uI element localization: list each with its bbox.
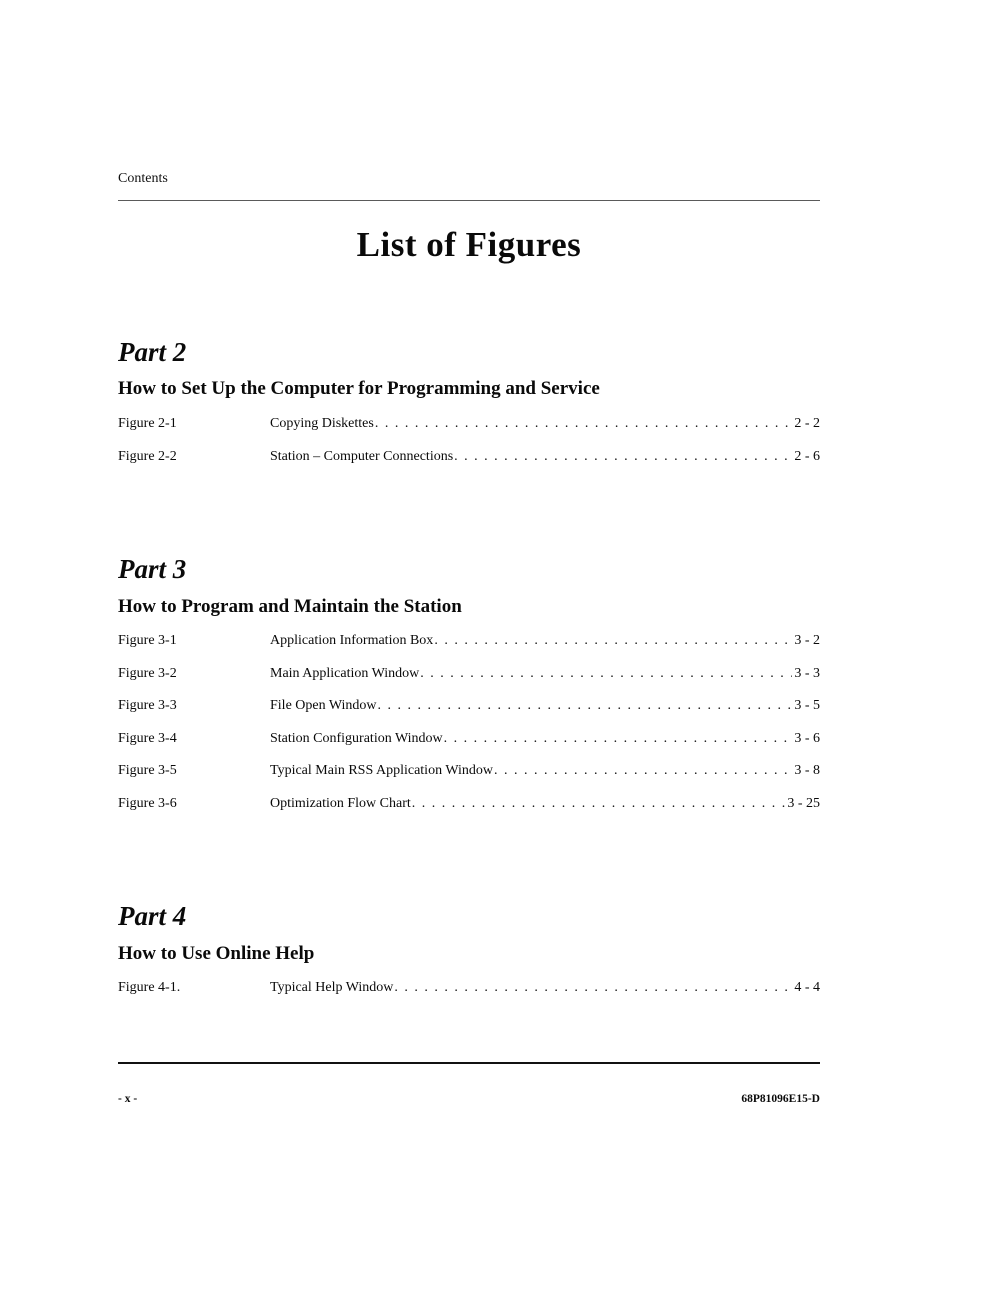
toc-entry bbox=[118, 763, 820, 796]
part-section-4 bbox=[118, 900, 820, 1013]
page-footer bbox=[118, 1062, 820, 1105]
figure-label: Figure 3-4 bbox=[118, 730, 177, 746]
figure-title: Optimization Flow Chart bbox=[270, 795, 411, 811]
figure-list bbox=[118, 633, 820, 828]
figure-title: Typical Main RSS Application Window bbox=[270, 763, 493, 779]
header-rule bbox=[118, 200, 820, 201]
part-subtitle: How to Program and Maintain the Station bbox=[118, 595, 462, 617]
dot-leader bbox=[412, 796, 786, 812]
toc-entry bbox=[118, 416, 820, 449]
toc-entry bbox=[118, 731, 820, 764]
figure-title: Copying Diskettes bbox=[270, 416, 374, 432]
document-number: 68P81096E15-D bbox=[741, 1093, 820, 1105]
dot-leader bbox=[394, 980, 792, 996]
figure-title: Application Information Box bbox=[270, 633, 434, 649]
toc-entry bbox=[118, 449, 820, 482]
part-heading: Part 2 bbox=[118, 337, 187, 367]
figure-page-number: 4 - 4 bbox=[794, 980, 820, 996]
figure-label: Figure 3-5 bbox=[118, 763, 177, 779]
figure-page-number: 3 - 5 bbox=[794, 698, 820, 714]
figure-title: Station – Computer Connections bbox=[270, 448, 454, 464]
figure-page-number: 2 - 2 bbox=[794, 416, 820, 432]
figure-page-number: 3 - 3 bbox=[794, 665, 820, 681]
toc-entry bbox=[118, 633, 820, 666]
dot-leader bbox=[494, 763, 792, 779]
dot-leader bbox=[420, 666, 792, 682]
dot-leader bbox=[375, 416, 792, 432]
figure-label: Figure 2-1 bbox=[118, 416, 177, 432]
dot-leader bbox=[454, 449, 792, 465]
toc-entry bbox=[118, 796, 820, 829]
figure-label: Figure 3-1 bbox=[118, 633, 177, 649]
figure-page-number: 3 - 8 bbox=[794, 763, 820, 779]
figure-title: Typical Help Window bbox=[270, 980, 394, 996]
figure-label: Figure 3-6 bbox=[118, 795, 177, 811]
part-heading: Part 4 bbox=[118, 901, 187, 932]
figure-title: Main Application Window bbox=[270, 665, 420, 681]
toc-entry bbox=[118, 698, 820, 731]
figure-list bbox=[118, 416, 820, 481]
part-section-2 bbox=[118, 336, 820, 481]
figure-label: Figure 3-2 bbox=[118, 665, 177, 681]
dot-leader bbox=[444, 731, 793, 747]
figure-page-number: 2 - 6 bbox=[794, 448, 820, 464]
dot-leader bbox=[434, 633, 792, 649]
figure-title: File Open Window bbox=[270, 698, 377, 714]
part-subtitle: How to Use Online Help bbox=[118, 942, 315, 964]
toc-entry bbox=[118, 666, 820, 699]
part-subtitle: How to Set Up the Computer for Programming and Service bbox=[118, 378, 600, 400]
part-heading: Part 3 bbox=[118, 554, 187, 585]
figure-list bbox=[118, 980, 820, 1013]
footer-rule bbox=[118, 1062, 820, 1064]
toc-entry bbox=[118, 980, 820, 1013]
figure-title: Station Configuration Window bbox=[270, 730, 443, 746]
page-number: - x - bbox=[118, 1093, 138, 1105]
figure-label: Figure 2-2 bbox=[118, 448, 177, 464]
figure-label: Figure 4-1. bbox=[118, 980, 181, 996]
figure-page-number: 3 - 2 bbox=[794, 633, 820, 649]
page-title: List of Figures bbox=[356, 225, 582, 264]
running-header: Contents bbox=[118, 171, 168, 186]
part-section-3 bbox=[118, 553, 820, 828]
figure-page-number: 3 - 25 bbox=[787, 795, 820, 811]
figure-page-number: 3 - 6 bbox=[794, 730, 820, 746]
figure-label: Figure 3-3 bbox=[118, 698, 177, 714]
dot-leader bbox=[378, 698, 793, 714]
